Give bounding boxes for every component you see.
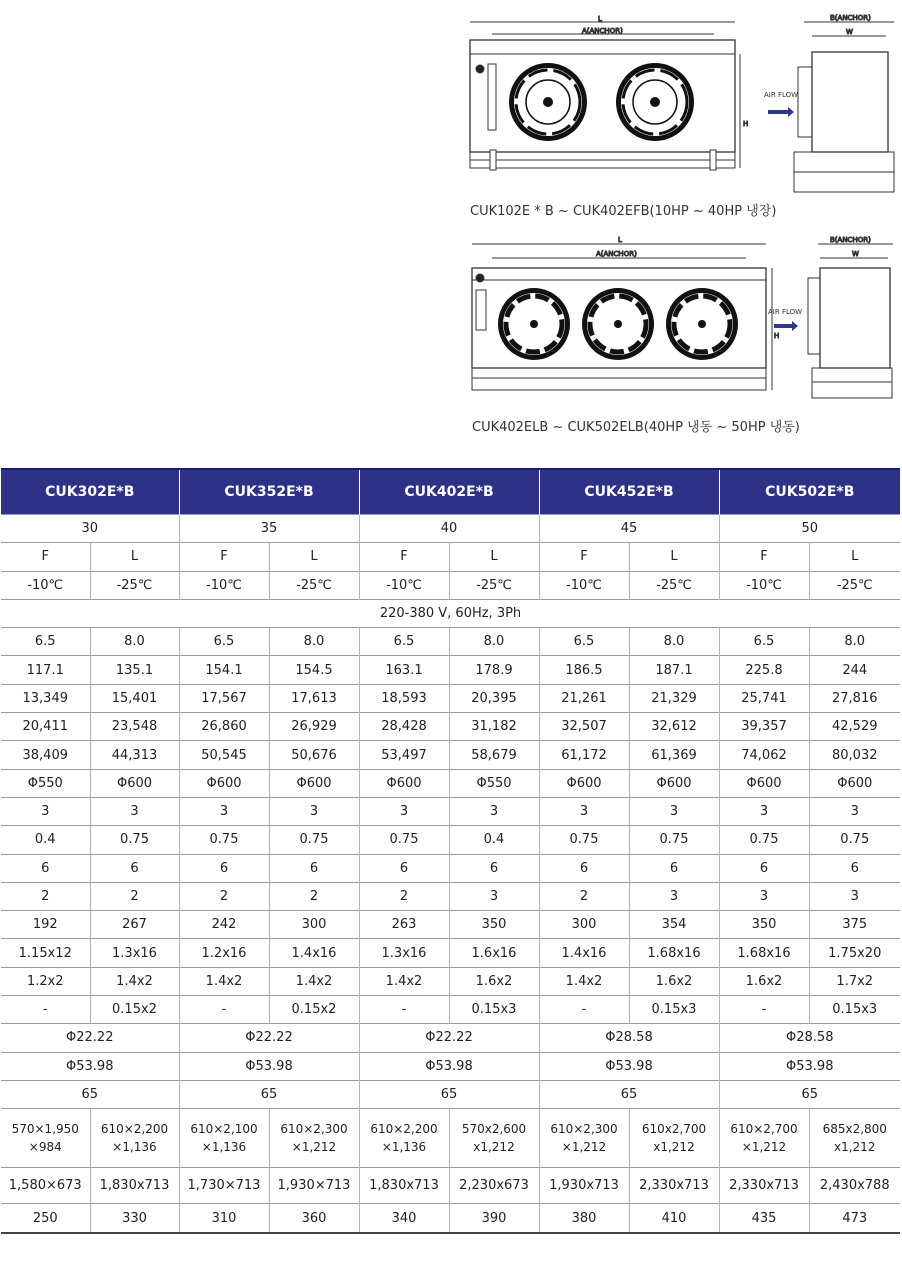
table-cell: 2	[269, 882, 359, 910]
table-cell: L	[449, 543, 539, 571]
table-cell: 2	[539, 882, 629, 910]
dimension-text: x1,212	[653, 1140, 695, 1155]
suction-pipe-row	[1, 1052, 900, 1080]
table-cell: 15,401	[90, 684, 179, 712]
table-cell: Φ22.22	[1, 1024, 179, 1052]
table-cell	[269, 1109, 359, 1168]
table-cell: 17,567	[179, 684, 269, 712]
table-cell: Φ53.98	[1, 1052, 179, 1080]
spec-data-row	[1, 911, 900, 939]
table-cell	[449, 1109, 539, 1168]
table-cell: F	[539, 543, 629, 571]
table-cell: 154.1	[179, 656, 269, 684]
table-cell: 1.15x12	[1, 939, 90, 967]
dimension-text: 610×2,200	[100, 1122, 169, 1137]
model-header-cell: CUK402E*B	[359, 469, 539, 515]
table-cell: 0.75	[359, 826, 449, 854]
table-cell: Φ600	[179, 769, 269, 797]
table-cell: 1.4x2	[359, 967, 449, 995]
table-cell: 21,329	[629, 684, 719, 712]
table-cell: 3	[539, 797, 629, 825]
table-cell: 6	[269, 854, 359, 882]
drawing-caption-bottom: CUK402ELB ~ CUK502ELB(40HP 냉동 ~ 50HP 냉동)	[472, 420, 800, 435]
type-row	[1, 543, 900, 571]
table-cell: 117.1	[1, 656, 90, 684]
table-cell: -	[1, 996, 90, 1024]
dimension-text: ×1,136	[381, 1140, 427, 1155]
table-cell: 13,349	[1, 684, 90, 712]
dimension-text: 610×2,700	[730, 1122, 798, 1137]
table-cell: 65	[1, 1080, 179, 1108]
table-cell: 44,313	[90, 741, 179, 769]
fan-icon	[509, 63, 587, 141]
dim-l-label: L	[618, 236, 622, 244]
table-cell: 0.15x2	[269, 996, 359, 1024]
table-cell: 1.68x16	[719, 939, 809, 967]
table-cell	[719, 1109, 809, 1168]
table-cell: 3	[449, 882, 539, 910]
table-cell: 6	[719, 854, 809, 882]
spec-data-row	[1, 996, 900, 1024]
table-cell: 0.75	[179, 826, 269, 854]
table-cell: Φ600	[629, 769, 719, 797]
spec-data-row	[1, 713, 900, 741]
table-cell: Φ53.98	[359, 1052, 539, 1080]
anchor-row	[1, 1168, 900, 1204]
table-cell: L	[629, 543, 719, 571]
table-cell: Φ600	[539, 769, 629, 797]
table-cell	[539, 1109, 629, 1168]
table-cell: Φ600	[719, 769, 809, 797]
table-cell: 267	[90, 911, 179, 939]
table-cell: -25℃	[629, 571, 719, 599]
table-cell: 65	[719, 1080, 900, 1108]
table-cell: 2	[1, 882, 90, 910]
temperature-row	[1, 571, 900, 599]
dimension-text: ×1,136	[201, 1140, 247, 1155]
table-cell: 300	[539, 911, 629, 939]
spec-table	[1, 468, 900, 1234]
table-cell: 8.0	[269, 628, 359, 656]
table-cell: -10℃	[179, 571, 269, 599]
table-cell: 300	[269, 911, 359, 939]
dimension-text: 610×2,300	[550, 1122, 618, 1137]
dim-a-label: A(ANCHOR)	[596, 250, 637, 258]
spec-data-row	[1, 826, 900, 854]
table-cell: -10℃	[719, 571, 809, 599]
table-cell: F	[179, 543, 269, 571]
dimension-text: 685x2,800	[822, 1122, 887, 1137]
table-cell: 225.8	[719, 656, 809, 684]
model-header-cell: CUK452E*B	[539, 469, 719, 515]
table-cell: 20,411	[1, 713, 90, 741]
table-cell: 360	[269, 1204, 359, 1234]
table-cell: 1,730×713	[179, 1168, 269, 1204]
table-cell	[90, 1109, 179, 1168]
airflow-arrow-icon	[768, 107, 794, 117]
table-cell: 2,330x713	[629, 1168, 719, 1204]
table-cell: 6	[809, 854, 900, 882]
table-cell: 186.5	[539, 656, 629, 684]
table-cell: 410	[629, 1204, 719, 1234]
table-cell: 50	[719, 515, 900, 543]
table-cell: Φ600	[809, 769, 900, 797]
fan-icon	[582, 288, 654, 360]
table-cell: 53,497	[359, 741, 449, 769]
table-cell: 6	[449, 854, 539, 882]
table-cell	[809, 1109, 900, 1168]
table-cell: 0.75	[269, 826, 359, 854]
table-cell: 31,182	[449, 713, 539, 741]
dimension-text: 610×2,300	[280, 1122, 348, 1137]
spec-data-row	[1, 797, 900, 825]
table-cell: 6	[629, 854, 719, 882]
table-cell: 3	[449, 797, 539, 825]
table-cell: -	[719, 996, 809, 1024]
table-cell: 1.2x16	[179, 939, 269, 967]
table-cell: Φ53.98	[719, 1052, 900, 1080]
table-cell: 8.0	[809, 628, 900, 656]
table-cell: 1.4x16	[269, 939, 359, 967]
model-header-row	[1, 469, 900, 515]
table-cell: 0.15x3	[629, 996, 719, 1024]
table-cell: 40	[359, 515, 539, 543]
table-cell: Φ22.22	[359, 1024, 539, 1052]
table-cell: 163.1	[359, 656, 449, 684]
table-cell: 45	[539, 515, 719, 543]
table-cell: 1,930×713	[269, 1168, 359, 1204]
spec-data-row	[1, 628, 900, 656]
table-cell: 435	[719, 1204, 809, 1234]
table-cell: 220-380 V, 60Hz, 3Ph	[1, 599, 900, 627]
spec-data-row	[1, 939, 900, 967]
table-cell: L	[90, 543, 179, 571]
table-cell: 1,580×673	[1, 1168, 90, 1204]
table-cell: 0.15x3	[809, 996, 900, 1024]
dim-a-label: A(ANCHOR)	[582, 27, 623, 35]
table-cell: 2	[90, 882, 179, 910]
dimension-text: ×1,212	[291, 1140, 337, 1155]
table-cell: L	[269, 543, 359, 571]
table-cell: 0.4	[1, 826, 90, 854]
table-cell: -10℃	[539, 571, 629, 599]
table-cell: 390	[449, 1204, 539, 1234]
table-cell: 50,676	[269, 741, 359, 769]
table-cell: Φ53.98	[179, 1052, 359, 1080]
table-cell	[179, 1109, 269, 1168]
dimensions-row	[1, 1109, 900, 1168]
table-cell: -25℃	[90, 571, 179, 599]
table-cell: 6	[1, 854, 90, 882]
table-cell	[629, 1109, 719, 1168]
table-cell: 6.5	[179, 628, 269, 656]
table-cell: 340	[359, 1204, 449, 1234]
table-cell: 135.1	[90, 656, 179, 684]
table-cell: -	[179, 996, 269, 1024]
table-cell: 1.6x16	[449, 939, 539, 967]
dimension-text: x1,212	[473, 1140, 515, 1155]
table-cell: 6	[539, 854, 629, 882]
data-rows	[1, 628, 900, 1024]
table-cell: 32,507	[539, 713, 629, 741]
table-cell: Φ22.22	[179, 1024, 359, 1052]
table-cell: Φ600	[359, 769, 449, 797]
table-cell: -25℃	[269, 571, 359, 599]
table-cell: 350	[449, 911, 539, 939]
dim-w-label: W	[846, 28, 853, 36]
dim-h-label: H	[774, 332, 780, 340]
table-cell: 3	[90, 797, 179, 825]
airflow-label: AIR FLOW	[764, 91, 799, 99]
table-cell: 18,593	[359, 684, 449, 712]
dimension-text: 610×2,200	[370, 1122, 438, 1137]
liquid-pipe-row	[1, 1024, 900, 1052]
table-cell: 65	[359, 1080, 539, 1108]
table-cell: -	[539, 996, 629, 1024]
table-cell: Φ550	[449, 769, 539, 797]
dim-b-label: B(ANCHOR)	[830, 236, 871, 244]
model-header-cell: CUK502E*B	[719, 469, 900, 515]
table-cell: 6.5	[719, 628, 809, 656]
table-cell: 21,261	[539, 684, 629, 712]
table-cell: 74,062	[719, 741, 809, 769]
table-cell: 3	[629, 882, 719, 910]
table-cell: 6.5	[359, 628, 449, 656]
table-cell: 8.0	[449, 628, 539, 656]
table-cell: 1.3x16	[90, 939, 179, 967]
table-cell: 354	[629, 911, 719, 939]
table-cell: 3	[809, 882, 900, 910]
table-cell: 35	[179, 515, 359, 543]
side-view-drawing-top	[764, 12, 899, 197]
table-cell: 3	[629, 797, 719, 825]
table-cell: Φ600	[269, 769, 359, 797]
table-cell: -10℃	[359, 571, 449, 599]
hp-row	[1, 515, 900, 543]
table-cell: 1.68x16	[629, 939, 719, 967]
dimension-text: x1,212	[834, 1140, 876, 1155]
table-cell: 6.5	[1, 628, 90, 656]
spec-data-row	[1, 882, 900, 910]
table-cell: 244	[809, 656, 900, 684]
table-cell: 61,369	[629, 741, 719, 769]
table-cell: 26,860	[179, 713, 269, 741]
table-cell: 23,548	[90, 713, 179, 741]
table-cell: F	[1, 543, 90, 571]
table-cell: 1.7x2	[809, 967, 900, 995]
table-cell: 1.4x2	[539, 967, 629, 995]
table-cell: 28,428	[359, 713, 449, 741]
table-cell: 2	[179, 882, 269, 910]
table-cell: 61,172	[539, 741, 629, 769]
table-cell: 263	[359, 911, 449, 939]
table-cell: 192	[1, 911, 90, 939]
table-cell: 0.75	[629, 826, 719, 854]
table-cell: L	[809, 543, 900, 571]
table-cell: 154.5	[269, 656, 359, 684]
table-cell: 39,357	[719, 713, 809, 741]
table-cell: -25℃	[449, 571, 539, 599]
table-cell: 3	[179, 797, 269, 825]
table-cell: 6	[359, 854, 449, 882]
table-cell: 1.4x16	[539, 939, 629, 967]
model-header-cell: CUK352E*B	[179, 469, 359, 515]
table-cell: 6.5	[539, 628, 629, 656]
spec-data-row	[1, 967, 900, 995]
table-cell: 1.6x2	[449, 967, 539, 995]
table-cell: F	[719, 543, 809, 571]
dimension-text: 570×1,950	[11, 1122, 79, 1137]
table-cell: Φ28.58	[539, 1024, 719, 1052]
table-cell: Φ550	[1, 769, 90, 797]
table-cell: 1.2x2	[1, 967, 90, 995]
table-cell: 42,529	[809, 713, 900, 741]
spec-data-row	[1, 684, 900, 712]
dim-l-label: L	[598, 15, 602, 23]
fan-icon	[666, 288, 738, 360]
table-cell	[359, 1109, 449, 1168]
table-cell: 6	[90, 854, 179, 882]
table-cell: 25,741	[719, 684, 809, 712]
table-cell: 65	[539, 1080, 719, 1108]
table-cell: -10℃	[1, 571, 90, 599]
table-cell: 32,612	[629, 713, 719, 741]
table-cell: 187.1	[629, 656, 719, 684]
table-cell: 0.15x2	[90, 996, 179, 1024]
drawing-caption-top: CUK102E * B ~ CUK402EFB(10HP ~ 40HP 냉장)	[470, 204, 777, 219]
table-cell: 30	[1, 515, 179, 543]
table-cell: 473	[809, 1204, 900, 1234]
spec-data-row	[1, 656, 900, 684]
table-cell: 2,330x713	[719, 1168, 809, 1204]
table-cell: 1,830x713	[359, 1168, 449, 1204]
dimension-text: 610x2,700	[641, 1122, 707, 1137]
table-cell: 1.4x2	[269, 967, 359, 995]
airflow-arrow-icon	[774, 321, 798, 331]
front-view-drawing-2fan	[460, 14, 760, 194]
table-cell: 0.15x3	[449, 996, 539, 1024]
dimension-text: 610×2,100	[190, 1122, 258, 1137]
model-header-cell: CUK302E*B	[1, 469, 179, 515]
table-cell: 3	[269, 797, 359, 825]
table-cell: 58,679	[449, 741, 539, 769]
table-cell: 0.4	[449, 826, 539, 854]
table-cell: 0.75	[809, 826, 900, 854]
side-view-drawing-bottom	[768, 234, 898, 404]
table-cell: 3	[359, 797, 449, 825]
dimension-text: ×1,212	[741, 1140, 787, 1155]
table-cell: 1.75x20	[809, 939, 900, 967]
table-cell: Φ600	[90, 769, 179, 797]
table-cell: 50,545	[179, 741, 269, 769]
table-cell: 1.3x16	[359, 939, 449, 967]
table-cell: 27,816	[809, 684, 900, 712]
table-cell: 1.6x2	[719, 967, 809, 995]
dimension-text: ×1,136	[112, 1140, 157, 1155]
table-cell: 1,830x713	[90, 1168, 179, 1204]
table-cell: 2	[359, 882, 449, 910]
table-cell: 380	[539, 1204, 629, 1234]
table-cell: 0.75	[539, 826, 629, 854]
dim-b-label: B(ANCHOR)	[830, 14, 871, 22]
table-cell: 17,613	[269, 684, 359, 712]
table-cell: 242	[179, 911, 269, 939]
table-cell	[1, 1109, 90, 1168]
table-cell: 1.6x2	[629, 967, 719, 995]
table-cell: 8.0	[629, 628, 719, 656]
fan-icon	[616, 63, 694, 141]
weight-row	[1, 1204, 900, 1234]
table-cell: 3	[719, 882, 809, 910]
table-cell: 8.0	[90, 628, 179, 656]
table-cell: 2,430x788	[809, 1168, 900, 1204]
table-cell: 375	[809, 911, 900, 939]
dimension-text: ×984	[28, 1140, 62, 1155]
table-cell: 0.75	[719, 826, 809, 854]
table-cell: 250	[1, 1204, 90, 1234]
dim-h-label: H	[743, 120, 749, 128]
table-cell: -	[359, 996, 449, 1024]
table-cell: Φ53.98	[539, 1052, 719, 1080]
table-cell: 1.4x2	[90, 967, 179, 995]
table-cell: 330	[90, 1204, 179, 1234]
dimension-text: 570x2,600	[461, 1122, 527, 1137]
dim-w-label: W	[852, 250, 859, 258]
table-cell: 3	[1, 797, 90, 825]
fan-icon	[498, 288, 570, 360]
table-cell: 38,409	[1, 741, 90, 769]
table-cell: 6	[179, 854, 269, 882]
table-cell: 80,032	[809, 741, 900, 769]
table-cell: 0.75	[90, 826, 179, 854]
table-cell: 1.4x2	[179, 967, 269, 995]
table-cell: 26,929	[269, 713, 359, 741]
drain-row	[1, 1080, 900, 1108]
table-cell: 20,395	[449, 684, 539, 712]
table-cell: 350	[719, 911, 809, 939]
dimension-text: ×1,212	[561, 1140, 607, 1155]
table-cell: 3	[719, 797, 809, 825]
spec-data-row	[1, 741, 900, 769]
table-cell: Φ28.58	[719, 1024, 900, 1052]
airflow-label: AIR FLOW	[768, 308, 803, 316]
table-cell: 3	[809, 797, 900, 825]
table-cell: -25℃	[809, 571, 900, 599]
table-cell: F	[359, 543, 449, 571]
power-row	[1, 599, 900, 627]
spec-data-row	[1, 854, 900, 882]
table-cell: 2,230x673	[449, 1168, 539, 1204]
spec-data-row	[1, 769, 900, 797]
table-cell: 178.9	[449, 656, 539, 684]
table-cell: 1,930x713	[539, 1168, 629, 1204]
table-cell: 65	[179, 1080, 359, 1108]
table-cell: 310	[179, 1204, 269, 1234]
front-view-drawing-3fan	[466, 234, 796, 404]
